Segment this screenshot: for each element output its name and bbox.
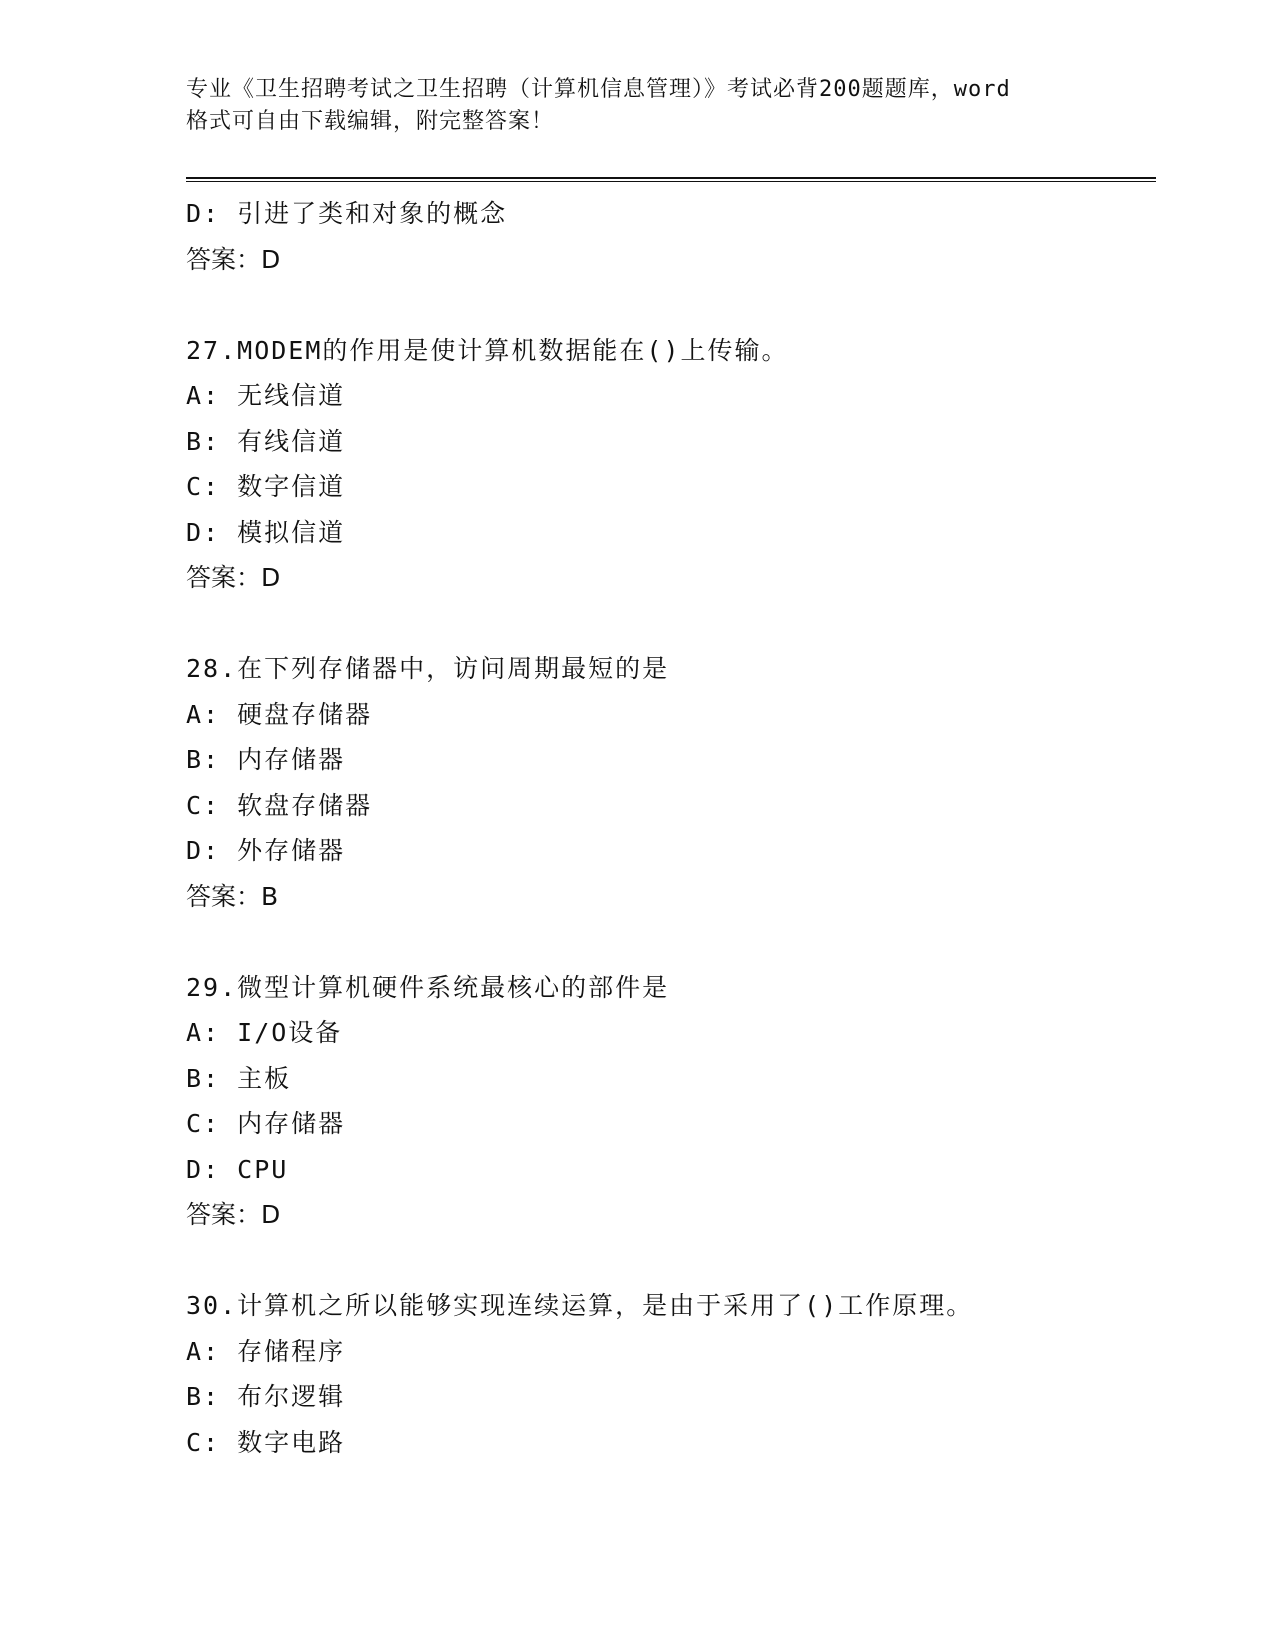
header-divider-thin — [186, 181, 1156, 182]
option-a: A: 无线信道 — [186, 381, 346, 410]
option-c: C: 软盘存储器 — [186, 790, 373, 820]
prev-option-d: D: 引进了类和对象的概念 — [186, 199, 508, 228]
option-b: B: 主板 — [186, 1063, 292, 1093]
option-a: A: 存储程序 — [186, 1336, 346, 1366]
question-28 — [186, 646, 1156, 919]
header-divider-thick — [186, 177, 1156, 179]
option-c: C: 数字电路 — [186, 1427, 346, 1457]
answer: 答案：B — [186, 881, 279, 911]
option-b: B: 内存储器 — [186, 745, 346, 774]
answer: 答案：D — [186, 1200, 281, 1229]
option-b: B: 布尔逻辑 — [186, 1382, 346, 1411]
question-27 — [186, 328, 1156, 601]
prev-answer: 答案：D — [186, 244, 281, 274]
option-c: C: 内存储器 — [186, 1109, 346, 1138]
question-list — [186, 191, 1156, 1465]
option-b: B: 有线信道 — [186, 426, 346, 456]
document-header — [186, 74, 1086, 138]
option-c: C: 数字信道 — [186, 472, 346, 501]
option-d: D: 外存储器 — [186, 836, 346, 865]
question-text: 28.在下列存储器中，访问周期最短的是 — [186, 654, 670, 683]
option-a: A: I/O设备 — [186, 1018, 343, 1047]
option-d: D: 模拟信道 — [186, 517, 346, 547]
question-29 — [186, 965, 1156, 1238]
header-line-1: 专业《卫生招聘考试之卫生招聘（计算机信息管理）》考试必背200题题库，word — [186, 77, 1011, 102]
option-a: A: 硬盘存储器 — [186, 699, 373, 729]
question-30 — [186, 1283, 1156, 1465]
header-line-2: 格式可自由下载编辑，附完整答案！ — [186, 109, 555, 134]
answer: 答案：D — [186, 563, 281, 592]
question-text: 29.微型计算机硬件系统最核心的部件是 — [186, 972, 670, 1002]
question-text: 30.计算机之所以能够实现连续运算，是由于采用了()工作原理。 — [186, 1291, 974, 1320]
question-text: 27.MODEM的作用是使计算机数据能在()上传输。 — [186, 335, 789, 365]
option-d: D: CPU — [186, 1154, 289, 1184]
